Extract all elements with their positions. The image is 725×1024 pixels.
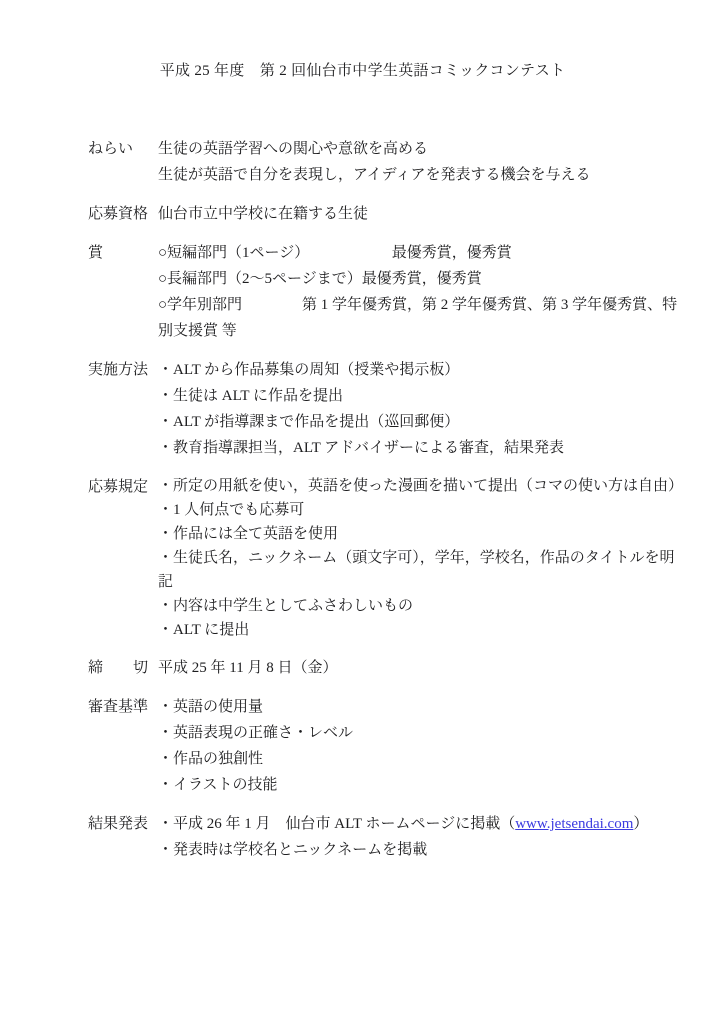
section-content	[158, 474, 689, 642]
results-announcement-line	[158, 811, 689, 837]
section-prizes	[88, 240, 689, 344]
results-line-prefix: ・平成 26 年 1 月 仙台市 ALT ホームページに掲載（	[158, 816, 516, 832]
section-line: ・英語の使用量	[158, 699, 264, 715]
section-line: 仙台市立中学校に在籍する生徒	[158, 206, 369, 222]
section-line: ・1 人何点でも応募可	[158, 502, 305, 518]
section-label: 実施方法	[88, 362, 149, 378]
section-line: 平成 25 年 11 月 8 日（金）	[158, 660, 338, 676]
section-line: ・ALT が指導課まで作品を提出（巡回郵便）	[158, 414, 460, 430]
section-content	[158, 201, 689, 227]
section-line: ○短編部門（1ページ） 最優秀賞，優秀賞	[158, 245, 512, 261]
section-line: ・作品には全て英語を使用	[158, 526, 339, 542]
section-line: ・生徒は ALT に作品を提出	[158, 388, 344, 404]
section-line: ・発表時は学校名とニックネームを掲載	[158, 842, 428, 858]
section-deadline	[88, 655, 689, 681]
section-line: ・英語表現の正確さ・レベル	[158, 725, 354, 741]
section-label: 応募資格	[88, 206, 149, 222]
document-title: 平成 25 年度 第 2 回仙台市中学生英語コミックコンテスト	[159, 63, 566, 79]
section-content	[158, 357, 689, 461]
results-line-suffix: ）	[633, 816, 649, 832]
section-criteria	[88, 694, 689, 798]
section-line: ○学年別部門 第 1 学年優秀賞，第 2 学年優秀賞、第 3 学年優秀賞、特別支援賞 等	[158, 297, 678, 339]
section-label: 応募規定	[88, 479, 149, 495]
section-label: 賞	[88, 245, 104, 261]
section-content	[158, 811, 689, 863]
section-rules	[88, 474, 689, 642]
section-method	[88, 357, 689, 461]
section-line: ・ALT から作品募集の周知（授業や掲示板）	[158, 362, 460, 378]
section-eligibility	[88, 201, 689, 227]
section-line: ・所定の用紙を使い，英語を使った漫画を描いて提出（コマの使い方は自由）	[158, 478, 684, 494]
section-line: ・イラストの技能	[158, 777, 278, 793]
section-aim	[88, 136, 689, 188]
section-content	[158, 136, 689, 188]
jetsendai-link[interactable]: www.jetsendai.com	[515, 816, 634, 832]
section-line: ・内容は中学生としてふさわしいもの	[158, 598, 414, 614]
section-content	[158, 694, 689, 798]
section-line: ・生徒氏名，ニックネーム（頭文字可），学年，学校名，作品のタイトルを明記	[158, 550, 675, 590]
section-line: ・教育指導課担当，ALT アドバイザーによる審査，結果発表	[158, 440, 564, 456]
section-content	[158, 655, 689, 681]
document-body	[0, 136, 725, 863]
section-label: 結果発表	[88, 816, 149, 832]
section-label: 審査基準	[88, 699, 149, 715]
section-content	[158, 240, 689, 344]
section-line: 生徒の英語学習への関心や意欲を高める	[158, 141, 429, 157]
section-label: 締 切	[88, 660, 149, 676]
section-results	[88, 811, 689, 863]
section-line: ・作品の独創性	[158, 751, 264, 767]
section-label: ねらい	[88, 141, 134, 157]
section-line: ○長編部門（2～5ページまで）最優秀賞，優秀賞	[158, 271, 482, 287]
section-line: 生徒が英語で自分を表現し，アイディアを発表する機会を与える	[158, 167, 591, 183]
section-line: ・ALT に提出	[158, 622, 250, 638]
